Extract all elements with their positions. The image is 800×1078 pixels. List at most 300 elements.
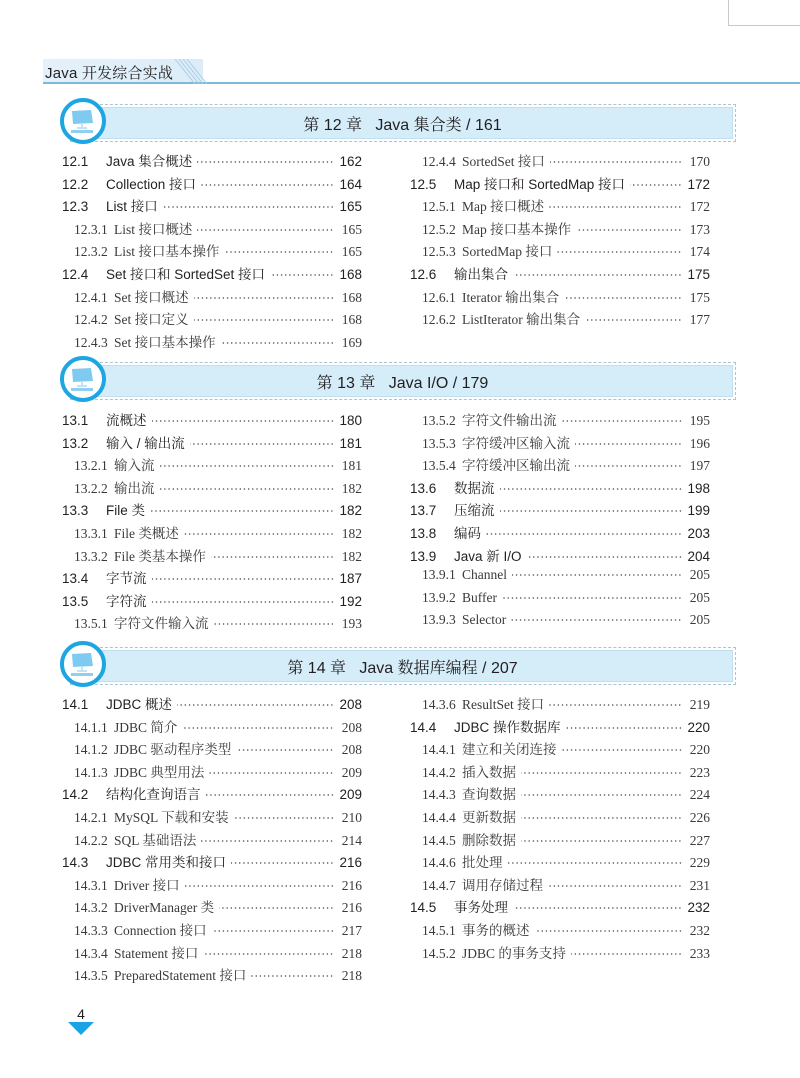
page-reference: 168 — [339, 266, 362, 282]
toc-subsection-entry[interactable] — [410, 286, 710, 309]
section-title: MySQL 下载和安装 — [114, 809, 229, 825]
toc-subsection-entry[interactable] — [410, 829, 710, 852]
section-number: 13.5.2 — [422, 413, 456, 428]
toc-subsection-entry[interactable] — [62, 942, 362, 965]
section-title: DriverManager 类 — [114, 900, 215, 916]
dot-leader — [209, 549, 334, 561]
section-number: 14.4.5 — [422, 832, 456, 848]
dot-leader — [175, 697, 334, 709]
toc-subsection-entry[interactable] — [410, 240, 710, 263]
section-number: 12.6 — [410, 266, 437, 282]
toc-subsection-entry[interactable] — [410, 851, 710, 874]
dot-leader — [249, 968, 334, 980]
section-title: 更新数据 — [462, 809, 516, 825]
page-reference: 214 — [341, 832, 362, 848]
dot-leader — [192, 290, 334, 302]
section-title: List 接口基本操作 — [114, 244, 220, 260]
page-reference: 181 — [339, 435, 362, 451]
section-number: 13.9.2 — [422, 589, 456, 605]
section-title: Map 接口概述 — [462, 199, 545, 215]
page-reference: 182 — [341, 548, 362, 564]
page-reference: 175 — [687, 266, 710, 282]
toc-subsection-entry[interactable] — [62, 964, 362, 987]
section-title: 输出集合 — [454, 266, 508, 282]
page-reference: 208 — [341, 719, 362, 735]
dot-leader — [188, 436, 334, 448]
toc-subsection-entry[interactable] — [410, 409, 710, 432]
dot-leader — [150, 594, 335, 606]
dot-leader — [519, 765, 682, 777]
dot-leader — [158, 458, 335, 470]
toc-subsection-entry[interactable] — [62, 454, 362, 477]
chapter-title: 第 13 章 Java I/O / 179 — [316, 374, 489, 392]
section-title: 编码 — [454, 525, 481, 541]
section-title: SortedSet 接口 — [462, 154, 545, 169]
dot-leader — [547, 199, 682, 211]
dot-leader — [510, 567, 682, 579]
section-number: 13.1 — [62, 413, 89, 428]
section-title: JDBC 简介 — [114, 719, 178, 735]
dot-leader — [498, 481, 683, 493]
page-marker-triangle-icon — [68, 1022, 94, 1035]
section-title: 事务处理 — [454, 900, 508, 916]
toc-subsection-entry[interactable] — [62, 308, 362, 331]
section-number: 14.3 — [62, 855, 89, 871]
section-title: File 类 — [106, 503, 146, 519]
section-number: 13.2.1 — [74, 458, 108, 474]
dot-leader — [519, 787, 682, 799]
dot-leader — [519, 833, 682, 845]
section-number: 13.5.4 — [422, 458, 456, 474]
toc-subsection-entry[interactable] — [410, 590, 710, 613]
toc-section-entry[interactable] — [410, 522, 710, 545]
toc-subsection-entry[interactable] — [62, 738, 362, 761]
page-reference: 232 — [689, 922, 710, 938]
page-reference: 180 — [339, 413, 362, 428]
dot-leader — [195, 154, 334, 166]
toc-subsection-entry[interactable] — [410, 612, 710, 635]
page-reference: 177 — [689, 312, 710, 328]
dot-leader — [222, 244, 334, 256]
toc-section-entry[interactable] — [410, 545, 710, 568]
dot-leader — [511, 267, 682, 279]
toc-subsection-entry[interactable] — [62, 477, 362, 500]
toc-subsection-entry[interactable] — [62, 545, 362, 568]
dot-leader — [484, 526, 682, 538]
section-title: List 接口 — [106, 199, 158, 215]
toc-section-entry[interactable] — [62, 173, 362, 196]
toc-section-entry[interactable] — [62, 783, 362, 806]
toc-section-entry[interactable] — [62, 432, 362, 455]
section-title: 插入数据 — [462, 764, 516, 780]
page-reference: 165 — [341, 221, 362, 237]
section-title: 删除数据 — [462, 832, 516, 848]
section-number: 13.3 — [62, 503, 89, 519]
toc-section-entry[interactable] — [62, 150, 362, 173]
dot-leader — [158, 481, 335, 493]
toc-section-entry[interactable] — [410, 263, 710, 286]
dot-leader — [219, 335, 334, 347]
section-number: 14.4.1 — [422, 742, 456, 758]
toc-section-entry[interactable] — [62, 263, 362, 286]
section-number: 12.2 — [62, 176, 89, 192]
page-number: 4 — [77, 1006, 85, 1022]
section-title: List 接口概述 — [114, 221, 193, 237]
dot-leader — [525, 549, 682, 561]
page-reference: 216 — [341, 877, 362, 893]
page-reference: 197 — [689, 458, 710, 474]
section-title: 流概述 — [106, 413, 147, 428]
toc-section-entry[interactable] — [410, 716, 710, 739]
computer-icon — [60, 356, 106, 402]
section-title: 建立和关闭连接 — [462, 742, 557, 758]
dot-leader — [562, 290, 682, 302]
page-reference: 181 — [341, 458, 362, 474]
toc-subsection-entry[interactable] — [410, 218, 710, 241]
section-number: 14.3.6 — [422, 697, 456, 712]
section-number: 13.5.3 — [422, 435, 456, 451]
section-number: 13.3.2 — [74, 548, 108, 564]
section-number: 14.2.2 — [74, 832, 108, 848]
toc-subsection-entry[interactable] — [410, 942, 710, 965]
dot-leader — [195, 222, 334, 234]
section-number: 12.3 — [62, 199, 89, 215]
page-reference: 172 — [687, 176, 710, 192]
toc-subsection-entry[interactable] — [410, 919, 710, 942]
page-corner-frame — [728, 0, 800, 26]
dot-leader — [533, 923, 683, 935]
page-reference: 232 — [687, 900, 710, 916]
toc-subsection-entry[interactable] — [62, 331, 362, 354]
dot-leader — [498, 503, 683, 515]
section-title: 字符文件输入流 — [114, 616, 209, 632]
dot-leader — [628, 177, 682, 189]
section-number: 13.8 — [410, 525, 437, 541]
section-number: 13.9 — [410, 548, 437, 564]
computer-icon — [60, 641, 106, 687]
section-title: 输入流 — [114, 458, 155, 474]
section-number: 12.4.4 — [422, 154, 456, 169]
page-reference: 208 — [341, 742, 362, 758]
toc-section-entry[interactable] — [410, 477, 710, 500]
section-number: 14.4.6 — [422, 855, 456, 871]
toc-section-entry[interactable] — [62, 693, 362, 716]
toc-column-left — [62, 693, 362, 987]
toc-subsection-entry[interactable] — [410, 693, 710, 716]
section-number: 12.6.1 — [422, 289, 456, 305]
page-reference: 210 — [341, 809, 362, 825]
page-reference: 198 — [687, 480, 710, 496]
computer-icon — [60, 98, 106, 144]
page-reference: 223 — [689, 764, 710, 780]
section-number: 14.2.1 — [74, 809, 108, 825]
page-reference: 164 — [339, 176, 362, 192]
chapter-banner — [62, 362, 736, 400]
section-title: SQL 基础语法 — [114, 832, 197, 848]
page-reference: 216 — [341, 900, 362, 916]
dot-leader — [232, 810, 334, 822]
section-title: File 类概述 — [114, 525, 179, 541]
section-number: 14.4.7 — [422, 877, 456, 893]
section-title: Channel — [462, 567, 507, 583]
section-number: 14.4.4 — [422, 809, 456, 825]
page-reference: 173 — [689, 221, 710, 237]
toc-subsection-entry[interactable] — [62, 522, 362, 545]
page-reference: 172 — [689, 199, 710, 215]
toc-subsection-entry[interactable] — [410, 195, 710, 218]
dot-leader — [569, 946, 682, 958]
toc-subsection-entry[interactable] — [62, 874, 362, 897]
page-reference: 203 — [687, 525, 710, 541]
toc-subsection-entry[interactable] — [410, 874, 710, 897]
section-title: JDBC 常用类和接口 — [106, 855, 227, 871]
section-number: 14.5.2 — [422, 945, 456, 961]
toc-subsection-entry[interactable] — [410, 567, 710, 590]
section-number: 13.9.1 — [422, 567, 456, 583]
section-number: 14.3.4 — [74, 945, 108, 961]
page-reference: 205 — [689, 589, 710, 605]
section-number: 12.6.2 — [422, 312, 456, 328]
section-title: JDBC 的事务支持 — [462, 945, 566, 961]
dot-leader — [573, 436, 682, 448]
section-title: 字符流 — [106, 593, 147, 609]
section-number: 12.4 — [62, 266, 89, 282]
section-number: 12.3.2 — [74, 244, 108, 260]
dot-leader — [511, 900, 682, 912]
toc-subsection-entry[interactable] — [62, 829, 362, 852]
page-reference: 195 — [689, 413, 710, 428]
section-number: 13.4 — [62, 571, 89, 587]
dot-leader — [547, 697, 682, 709]
toc-column-left — [62, 150, 362, 353]
page-reference: 199 — [687, 503, 710, 519]
section-number: 14.5 — [410, 900, 437, 916]
page-reference: 209 — [339, 787, 362, 803]
toc-subsection-entry[interactable] — [62, 806, 362, 829]
dot-leader — [217, 900, 334, 912]
page-reference: 165 — [339, 199, 362, 215]
section-number: 14.1.2 — [74, 742, 108, 758]
section-title: 字节流 — [106, 571, 147, 587]
section-number: 14.4.2 — [422, 764, 456, 780]
page-reference: 175 — [689, 289, 710, 305]
dot-leader — [583, 312, 682, 324]
section-number: 12.5.3 — [422, 244, 456, 260]
section-number: 14.1 — [62, 697, 89, 712]
page-reference: 170 — [689, 154, 710, 169]
section-number: 12.4.2 — [74, 312, 108, 328]
section-number: 12.4.1 — [74, 289, 108, 305]
header-stripes-decoration — [173, 59, 209, 84]
section-title: JDBC 典型用法 — [114, 764, 205, 780]
page-reference: 217 — [341, 922, 362, 938]
section-title: File 类基本操作 — [114, 548, 206, 564]
toc-subsection-entry[interactable] — [410, 738, 710, 761]
toc-subsection-entry[interactable] — [62, 919, 362, 942]
dot-leader — [555, 244, 682, 256]
toc-subsection-entry[interactable] — [410, 454, 710, 477]
section-number: 12.3.1 — [74, 221, 108, 237]
page-reference: 218 — [341, 968, 362, 984]
toc-subsection-entry[interactable] — [62, 761, 362, 784]
toc-section-entry[interactable] — [410, 499, 710, 522]
toc-column-right — [410, 693, 710, 964]
section-number: 14.3.1 — [74, 877, 108, 893]
toc-column-right — [410, 150, 710, 331]
toc-subsection-entry[interactable] — [410, 432, 710, 455]
section-title: Collection 接口 — [106, 176, 197, 192]
section-title: 字符文件输出流 — [462, 413, 557, 428]
page-reference: 168 — [341, 289, 362, 305]
toc-subsection-entry[interactable] — [410, 761, 710, 784]
toc-section-entry[interactable] — [410, 896, 710, 919]
section-title: 数据流 — [454, 480, 495, 496]
section-title: 结构化查询语言 — [106, 787, 201, 803]
page-reference: 192 — [339, 593, 362, 609]
toc-subsection-entry[interactable] — [62, 218, 362, 241]
toc-subsection-entry[interactable] — [62, 612, 362, 635]
dot-leader — [182, 526, 334, 538]
dot-leader — [519, 810, 682, 822]
page-reference: 204 — [687, 548, 710, 564]
toc-section-entry[interactable] — [62, 409, 362, 432]
section-number: 13.9.3 — [422, 612, 456, 628]
dot-leader — [161, 199, 334, 211]
dot-leader — [548, 154, 682, 166]
dot-leader — [506, 855, 683, 867]
section-number: 13.2 — [62, 435, 89, 451]
dot-leader — [199, 833, 334, 845]
section-number: 14.1.3 — [74, 764, 108, 780]
page-reference: 205 — [689, 567, 710, 583]
dot-leader — [150, 571, 335, 583]
toc-section-entry[interactable] — [62, 499, 362, 522]
section-title: JDBC 驱动程序类型 — [114, 742, 232, 758]
section-title: JDBC 概述 — [106, 697, 173, 712]
section-number: 13.5.1 — [74, 616, 108, 632]
section-title: PreparedStatement 接口 — [114, 968, 247, 984]
dot-leader — [207, 765, 334, 777]
section-number: 14.3.5 — [74, 968, 108, 984]
toc-section-entry[interactable] — [62, 195, 362, 218]
page-reference: 233 — [689, 945, 710, 961]
section-title: Set 接口概述 — [114, 289, 189, 305]
section-number: 13.6 — [410, 480, 437, 496]
section-title: 输出流 — [114, 480, 155, 496]
dot-leader — [204, 787, 335, 799]
page-reference: 216 — [339, 855, 362, 871]
page-reference: 205 — [689, 612, 710, 628]
section-number: 13.7 — [410, 503, 437, 519]
section-number: 14.5.1 — [422, 922, 456, 938]
section-number: 12.5.2 — [422, 221, 456, 237]
dot-leader — [509, 612, 682, 624]
dot-leader — [229, 855, 334, 867]
dot-leader — [573, 458, 682, 470]
toc-section-entry[interactable] — [62, 851, 362, 874]
toc-subsection-entry[interactable] — [62, 716, 362, 739]
dot-leader — [201, 946, 334, 958]
toc-section-entry[interactable] — [62, 590, 362, 613]
running-header — [43, 59, 800, 84]
dot-leader — [560, 742, 683, 754]
page-reference: 231 — [689, 877, 710, 893]
section-title: Selector — [462, 612, 507, 628]
section-title: 输入 / 输出流 — [106, 435, 185, 451]
section-number: 14.4 — [410, 719, 437, 735]
toc-subsection-entry[interactable] — [62, 286, 362, 309]
chapter-banner — [62, 104, 736, 142]
section-title: Set 接口基本操作 — [114, 334, 216, 350]
section-title: 查询数据 — [462, 787, 516, 803]
section-title: Map 接口和 SortedMap 接口 — [454, 176, 626, 192]
section-title: Java 集合概述 — [106, 154, 193, 169]
page-reference: 226 — [689, 809, 710, 825]
section-title: 批处理 — [462, 855, 503, 871]
page-reference: 229 — [689, 855, 710, 871]
dot-leader — [268, 267, 334, 279]
toc-subsection-entry[interactable] — [410, 150, 710, 173]
dot-leader — [234, 742, 334, 754]
book-title: Java 开发综合实战 — [45, 65, 174, 82]
section-number: 14.2 — [62, 787, 89, 803]
chapter-banner — [62, 647, 736, 685]
dot-leader — [199, 177, 334, 189]
toc-subsection-entry[interactable] — [62, 896, 362, 919]
section-title: Map 接口基本操作 — [462, 221, 572, 237]
page-reference: 162 — [339, 154, 362, 169]
toc-subsection-entry[interactable] — [410, 308, 710, 331]
toc-column-right — [410, 409, 710, 635]
section-title: 事务的概述 — [462, 922, 530, 938]
page-reference: 219 — [689, 697, 710, 712]
section-title: 字符缓冲区输入流 — [462, 435, 570, 451]
toc-section-entry[interactable] — [410, 173, 710, 196]
section-number: 12.4.3 — [74, 334, 108, 350]
page-reference: 227 — [689, 832, 710, 848]
chapter-title: 第 12 章 Java 集合类 / 161 — [303, 116, 502, 134]
dot-leader — [212, 616, 335, 628]
page-reference: 208 — [339, 697, 362, 712]
dot-leader — [560, 413, 683, 425]
toc-section-entry[interactable] — [62, 567, 362, 590]
page-reference: 218 — [341, 945, 362, 961]
section-title: Java 新 I/O — [454, 548, 522, 564]
section-title: Driver 接口 — [114, 877, 180, 893]
page-reference: 209 — [341, 764, 362, 780]
dot-leader — [148, 503, 334, 515]
page-reference: 174 — [689, 244, 710, 260]
section-number: 12.5.1 — [422, 199, 456, 215]
chapter-title: 第 14 章 Java 数据库编程 / 207 — [287, 659, 518, 677]
toc-subsection-entry[interactable] — [410, 783, 710, 806]
page-reference: 193 — [341, 616, 362, 632]
toc-subsection-entry[interactable] — [62, 240, 362, 263]
section-number: 14.4.3 — [422, 787, 456, 803]
dot-leader — [192, 312, 334, 324]
section-title: Iterator 输出集合 — [462, 289, 560, 305]
page-reference: 182 — [341, 480, 362, 496]
dot-leader — [180, 720, 334, 732]
section-number: 13.3.1 — [74, 525, 108, 541]
toc-subsection-entry[interactable] — [410, 806, 710, 829]
page-reference: 187 — [339, 571, 362, 587]
page-reference: 169 — [341, 334, 362, 350]
section-title: Set 接口定义 — [114, 312, 189, 328]
page-reference: 196 — [689, 435, 710, 451]
section-number: 13.2.2 — [74, 480, 108, 496]
section-number: 12.5 — [410, 176, 437, 192]
